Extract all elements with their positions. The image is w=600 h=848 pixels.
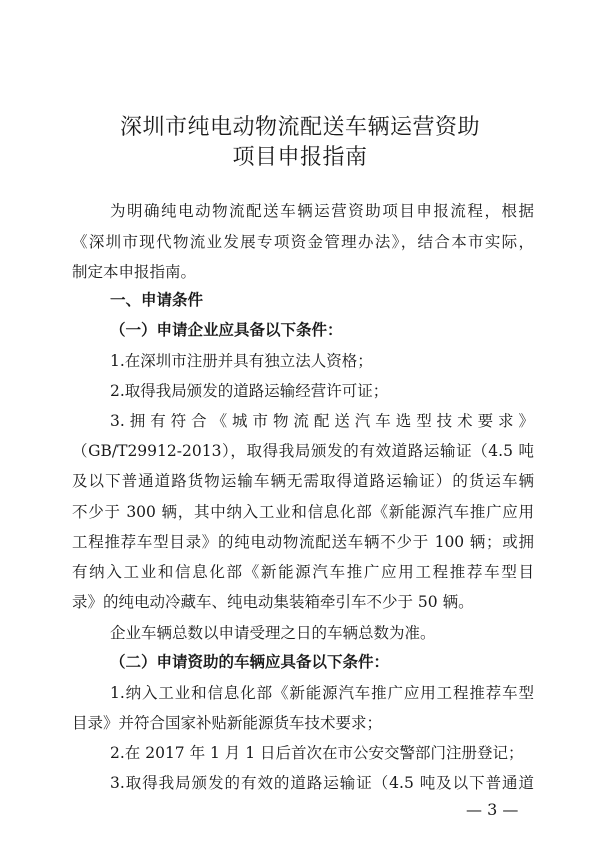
list-item: 1.纳入工业和信息化部《新能源汽车推广应用工程推荐车型 <box>110 684 534 702</box>
paragraph-line: 企业车辆总数以申请受理之日的车辆总数为准。 <box>110 624 436 642</box>
paragraph-line: （GB/T29912-2013），取得我局颁发的有效道路运输证（4.5 吨 <box>72 442 534 460</box>
paragraph-line: 为明确纯电动物流配送车辆运营资助项目申报流程，根据 <box>110 202 534 220</box>
list-item: 2.取得我局颁发的道路运输经营许可证； <box>110 382 389 400</box>
list-item: 3.取得我局颁发的有效的道路运输证（4.5 吨及以下普通道 <box>110 774 534 792</box>
paragraph-line: 目录》并符合国家补贴新能源货车技术要求； <box>72 714 383 732</box>
list-item: 2.在 2017 年 1 月 1 日后首次在市公安交警部门注册登记； <box>110 744 524 762</box>
paragraph-line: 有纳入工业和信息化部《新能源汽车推广应用工程推荐车型目 <box>72 563 534 581</box>
paragraph-line: 不少于 300 辆，其中纳入工业和信息化部《新能源汽车推广应用 <box>72 503 534 521</box>
list-item: 1.在深圳市注册并具有独立法人资格； <box>110 352 373 370</box>
paragraph-line: 及以下普通道路货物运输车辆无需取得道路运输证）的货运车辆 <box>72 472 534 490</box>
subsection-heading: （二）申请资助的车辆应具备以下条件： <box>110 653 390 671</box>
document-title-line-1: 深圳市纯电动物流配送车辆运营资助 <box>119 115 480 140</box>
page-number: — 3 — <box>466 800 519 819</box>
paragraph-line: 《深圳市现代物流业发展专项资金管理办法》，结合本市实际， <box>72 233 534 251</box>
document-title-line-2: 项目申报指南 <box>232 145 368 170</box>
list-item: 3.拥有符合《城市物流配送汽车选型技术要求》 <box>110 412 534 430</box>
subsection-heading: （一）申请企业应具备以下条件： <box>110 321 343 339</box>
paragraph-line: 工程推荐车型目录》的纯电动物流配送车辆不少于 100 辆；或拥 <box>72 533 534 551</box>
paragraph-line: 制定本申报指南。 <box>72 263 197 281</box>
paragraph-line: 录》的纯电动冷藏车、纯电动集装箱牵引车不少于 50 辆。 <box>72 593 474 611</box>
section-heading: 一、申请条件 <box>110 291 204 309</box>
